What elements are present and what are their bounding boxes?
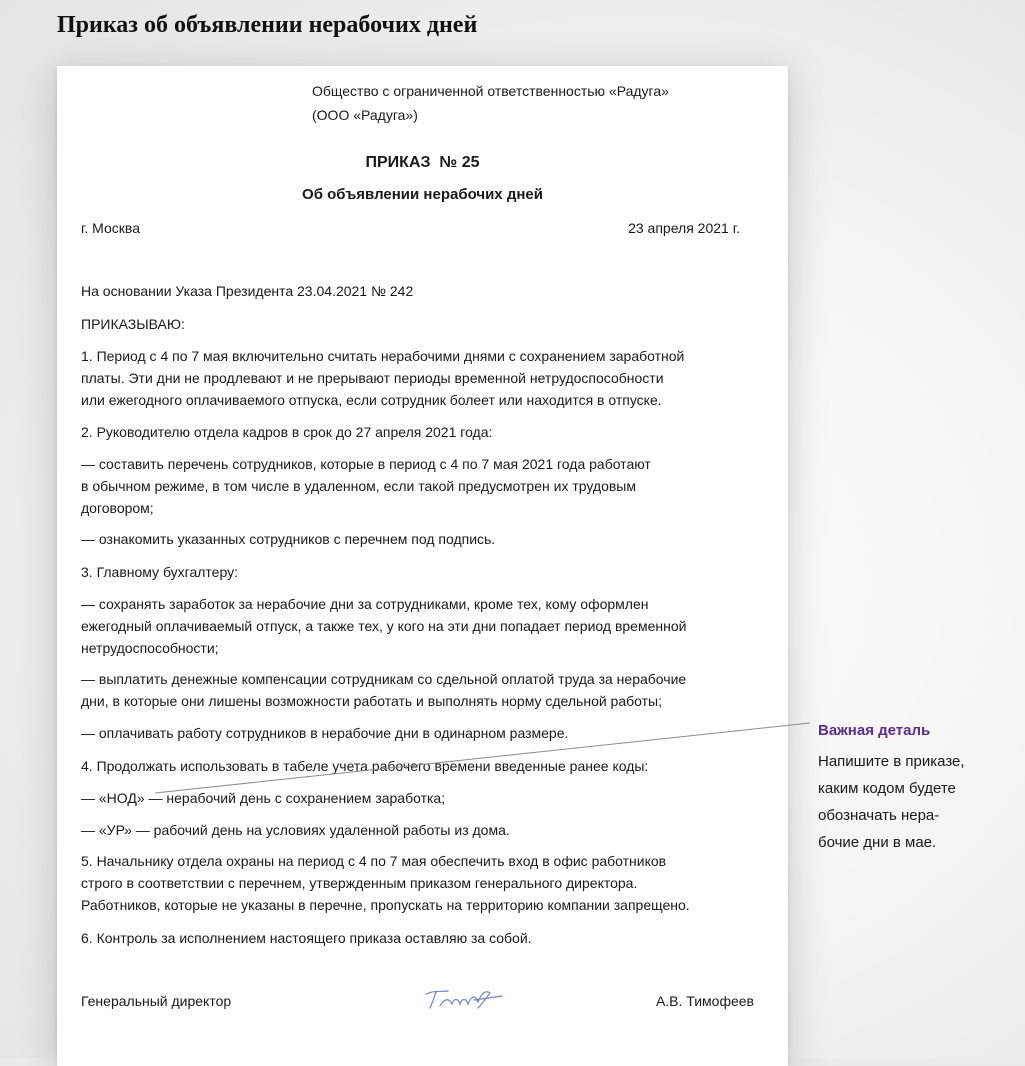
item-3a-line: нетрудоспособности; [81, 640, 219, 656]
item-1-line: или ежегодного оплачиваемого отпуска, если сотрудник болеет или находится в отпуске. [81, 392, 662, 408]
item-5-line: Работников, которые не указаны в перечне, пропускать на территорию компании запрещено. [81, 897, 690, 913]
note-line: бочие дни в мае. [818, 834, 937, 851]
item-2: 2. Руководителю отдела кадров в срок до 27 апреля 2021 года: [81, 424, 493, 440]
item-2a-line: — составить перечень сотрудников, которые в период с 4 по 7 мая 2021 года работают [81, 456, 651, 472]
org-full-name: Общество с ограниченной ответственностью «Радуга» [312, 83, 669, 99]
item-3: 3. Главному бухгалтеру: [81, 564, 238, 580]
order-date: 23 апреля 2021 г. [628, 220, 740, 236]
order-basis: На основании Указа Президента 23.04.2021 № 242 [81, 283, 414, 299]
item-4a: — «НОД» — нерабочий день с сохранением заработка; [81, 790, 446, 806]
item-3a-line: — сохранять заработок за нерабочие дни за сотрудниками, кроме тех, кому оформлен [81, 596, 649, 612]
item-4: 4. Продолжать использовать в табеле учета рабочего времени введенные ранее коды: [81, 758, 649, 774]
item-3b-line: — выплатить денежные компенсации сотрудникам со сдельной оплатой труда за нерабочие [81, 671, 687, 687]
item-3c: — оплачивать работу сотрудников в нерабочие дни в одинарном размере. [81, 725, 569, 741]
note-line: Напишите в приказе, [818, 753, 965, 770]
order-word: ПРИКАЗЫВАЮ: [81, 316, 185, 332]
item-2a-line: договором; [81, 500, 154, 516]
order-title: ПРИКАЗ № 25 [365, 154, 480, 171]
note-line: обозначать нера- [818, 807, 940, 824]
item-2b: — ознакомить указанных сотрудников с перечнем под подпись. [81, 531, 496, 547]
signer-position: Генеральный директор [81, 993, 232, 1009]
item-2a-line: в обычном режиме, в том числе в удаленном, если такой предусмотрен их трудовым [81, 478, 636, 494]
item-4b: — «УР» — рабочий день на условиях удаленной работы из дома. [81, 822, 510, 838]
order-city: г. Москва [81, 220, 140, 236]
org-short-name: (ООО «Радуга») [312, 107, 418, 123]
item-6: 6. Контроль за исполнением настоящего приказа оставляю за собой. [81, 930, 532, 946]
item-3b-line: дни, в которые они лишены возможности работать и выполнять норму сдельной работы; [81, 693, 662, 709]
item-1-line: 1. Период с 4 по 7 мая включительно считать нерабочими днями с сохранением заработной [81, 348, 685, 364]
signer-name: А.В. Тимофеев [655, 993, 754, 1009]
note-title: Важная деталь [818, 722, 931, 739]
item-5-line: строго в соответствии с перечнем, утвержденным приказом генерального директора. [81, 875, 638, 891]
note-line: каким кодом будете [818, 780, 956, 797]
page-heading: Приказ об объявлении нерабочих дней [57, 12, 478, 38]
item-5-line: 5. Начальнику отдела охраны на период с 4 по 7 мая обеспечить вход в офис работников [81, 853, 667, 869]
order-subtitle: Об объявлении нерабочих дней [302, 186, 543, 203]
item-1-line: платы. Эти дни не продлевают и не прерывают периоды временной нетрудоспособности [81, 370, 664, 386]
item-3a-line: ежегодный оплачиваемый отпуск, а также тех, у кого на эти дни попадает период временной [81, 618, 687, 634]
